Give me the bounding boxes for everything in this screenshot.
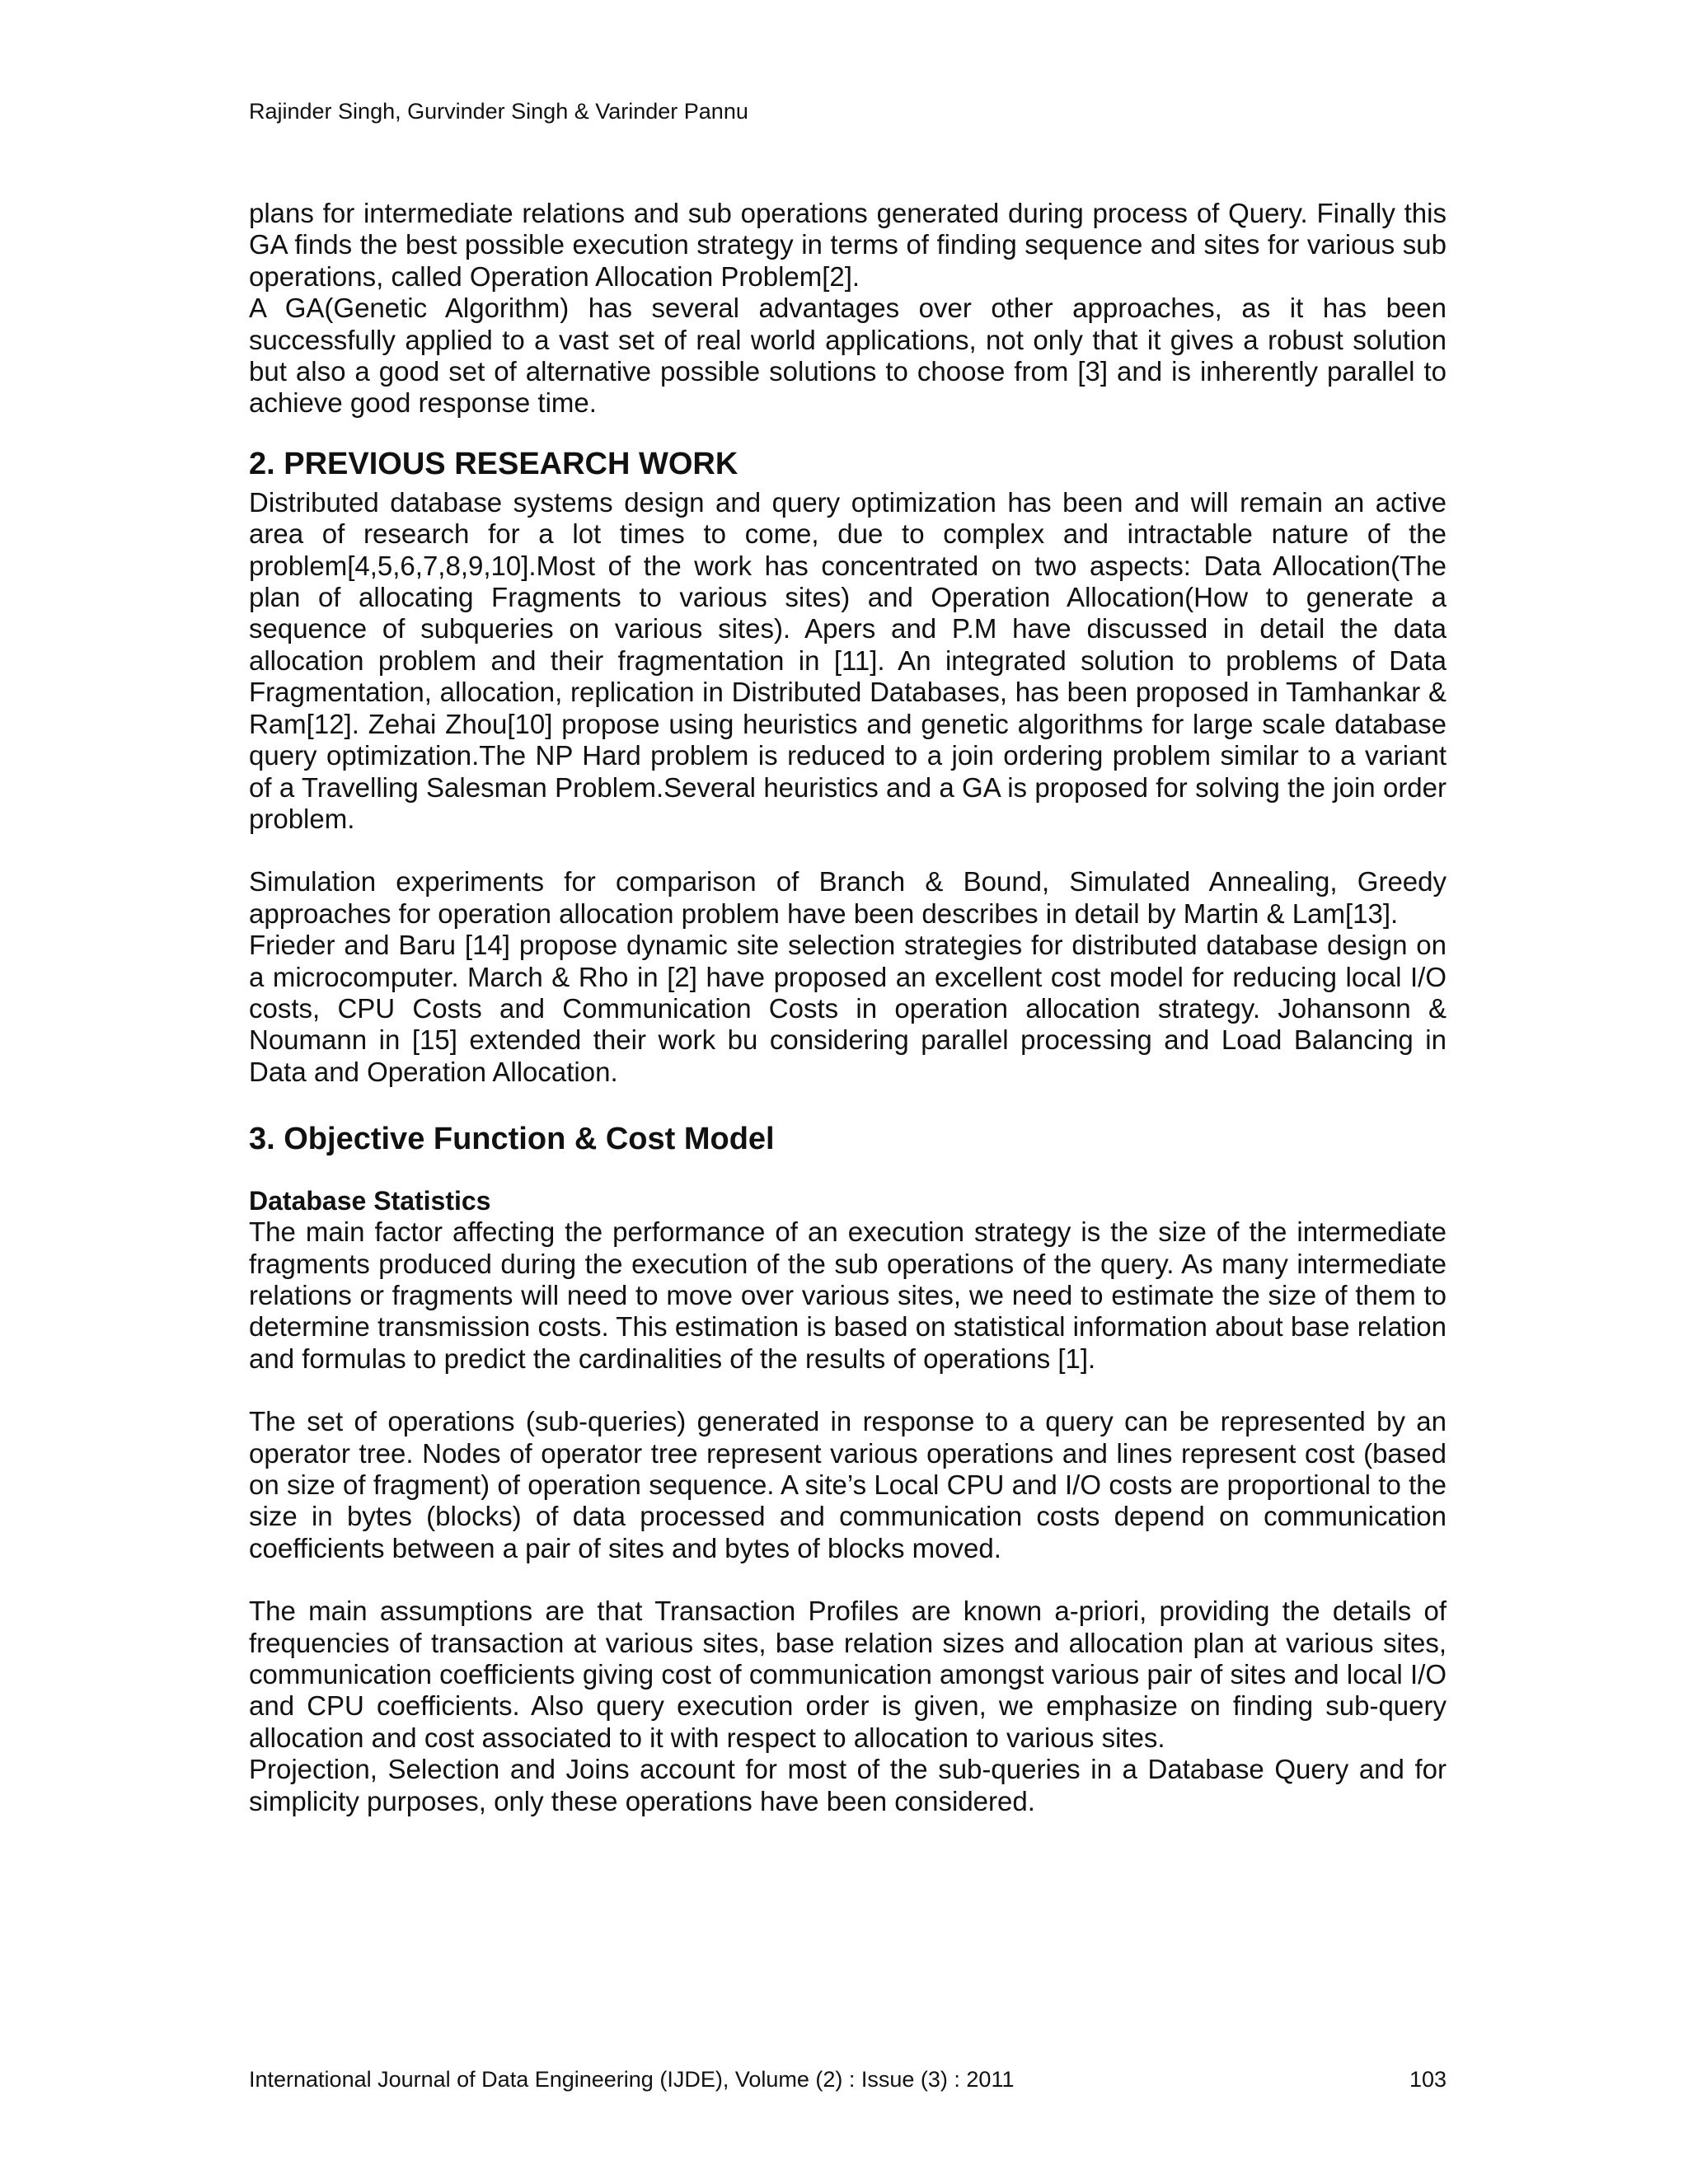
section-2-heading: 2. PREVIOUS RESEARCH WORK <box>249 446 738 481</box>
footer-journal-citation: International Journal of Data Engineering (IJDE), Volume (2) : Issue (3) : 2011 <box>249 2067 1015 2092</box>
section-2-paragraph-2: Simulation experiments for comparison of Branch & Bound, Simulated Annealing, Greedy approaches for operation allocation problem have been describes in detail by Martin & Lam[13]. <box>249 866 1447 929</box>
section-3-heading: 3. Objective Function & Cost Model <box>249 1122 775 1157</box>
running-header-authors: Rajinder Singh, Gurvinder Singh & Varinder Pannu <box>249 99 748 124</box>
section-3-paragraph-2: The set of operations (sub-queries) generated in response to a query can be represented by an operator tree. Nodes of operator tree represent various operations and lines represent cost (based on size of fragment) of operation sequence. A site’s Local CPU and I/O costs are proportional to the size in bytes (blocks) of data processed and communication costs depend on communication coefficients between a pair of sites and bytes of blocks moved. <box>249 1406 1447 1563</box>
section-3-paragraph-4: Projection, Selection and Joins account for most of the sub-queries in a Database Query and for simplicity purposes, only these operations have been considered. <box>249 1754 1447 1816</box>
footer-page-number: 103 <box>1409 2067 1447 2092</box>
section-3-paragraph-3: The main assumptions are that Transaction Profiles are known a-priori, providing the details of frequencies of transaction at various sites, base relation sizes and allocation plan at various sites, communication coefficients giving cost of communication amongst various pair of sites and local I/O and CPU coefficients. Also query execution order is given, we emphasize on finding sub-query allocation and cost associated to it with respect to allocation to various sites. <box>249 1596 1447 1753</box>
intro-paragraph-2: A GA(Genetic Algorithm) has several advantages over other approaches, as it has been successfully applied to a vast set of real world applications, not only that it gives a robust solution but also a good set of alternative possible solutions to choose from [3] and is inherently parallel to achieve good response time. <box>249 293 1447 419</box>
section-2-paragraph-1: Distributed database systems design and query optimization has been and will remain an active area of research for a lot times to come, due to complex and intractable nature of the problem[4,5,6,7,8,9,10].Most of the work has concentrated on two aspects: Data Allocation(The plan of allocating Fragments to various sites) and Operation Allocation(How to generate a sequence of subqueries on various sites). Apers and P.M have discussed in detail the data allocation problem and their fragmentation in [11]. An integrated solution to problems of Data Fragmentation, allocation, replication in Distributed Databases, has been proposed in Tamhankar & Ram[12]. Zehai Zhou[10] propose using heuristics and genetic algorithms for large scale database query optimization.The NP Hard problem is reduced to a join ordering problem similar to a variant of a Travelling Salesman Problem.Several heuristics and a GA is proposed for solving the join order problem. <box>249 486 1447 834</box>
page-body <box>249 198 1447 1817</box>
database-statistics-subheading: Database Statistics <box>249 1186 491 1216</box>
section-2-paragraph-3: Frieder and Baru [14] propose dynamic site selection strategies for distributed database design on a microcomputer. March & Rho in [2] have proposed an excellent cost model for reducing local I/O costs, CPU Costs and Communication Costs in operation allocation strategy. Johansonn & Noumann in [15] extended their work bu considering parallel processing and Load Balancing in Data and Operation Allocation. <box>249 930 1447 1087</box>
intro-paragraph-1: plans for intermediate relations and sub operations generated during process of Query. Finally this GA finds the best possible execution strategy in terms of finding sequence and sites for various sub operations, called Operation Allocation Problem[2]. <box>249 198 1447 292</box>
section-3-paragraph-1: The main factor affecting the performance of an execution strategy is the size of the intermediate fragments produced during the execution of the sub operations of the query. As many intermediate relations or fragments will need to move over various sites, we need to estimate the size of them to determine transmission costs. This estimation is based on statistical information about base relation and formulas to predict the cardinalities of the results of operations [1]. <box>249 1216 1447 1374</box>
